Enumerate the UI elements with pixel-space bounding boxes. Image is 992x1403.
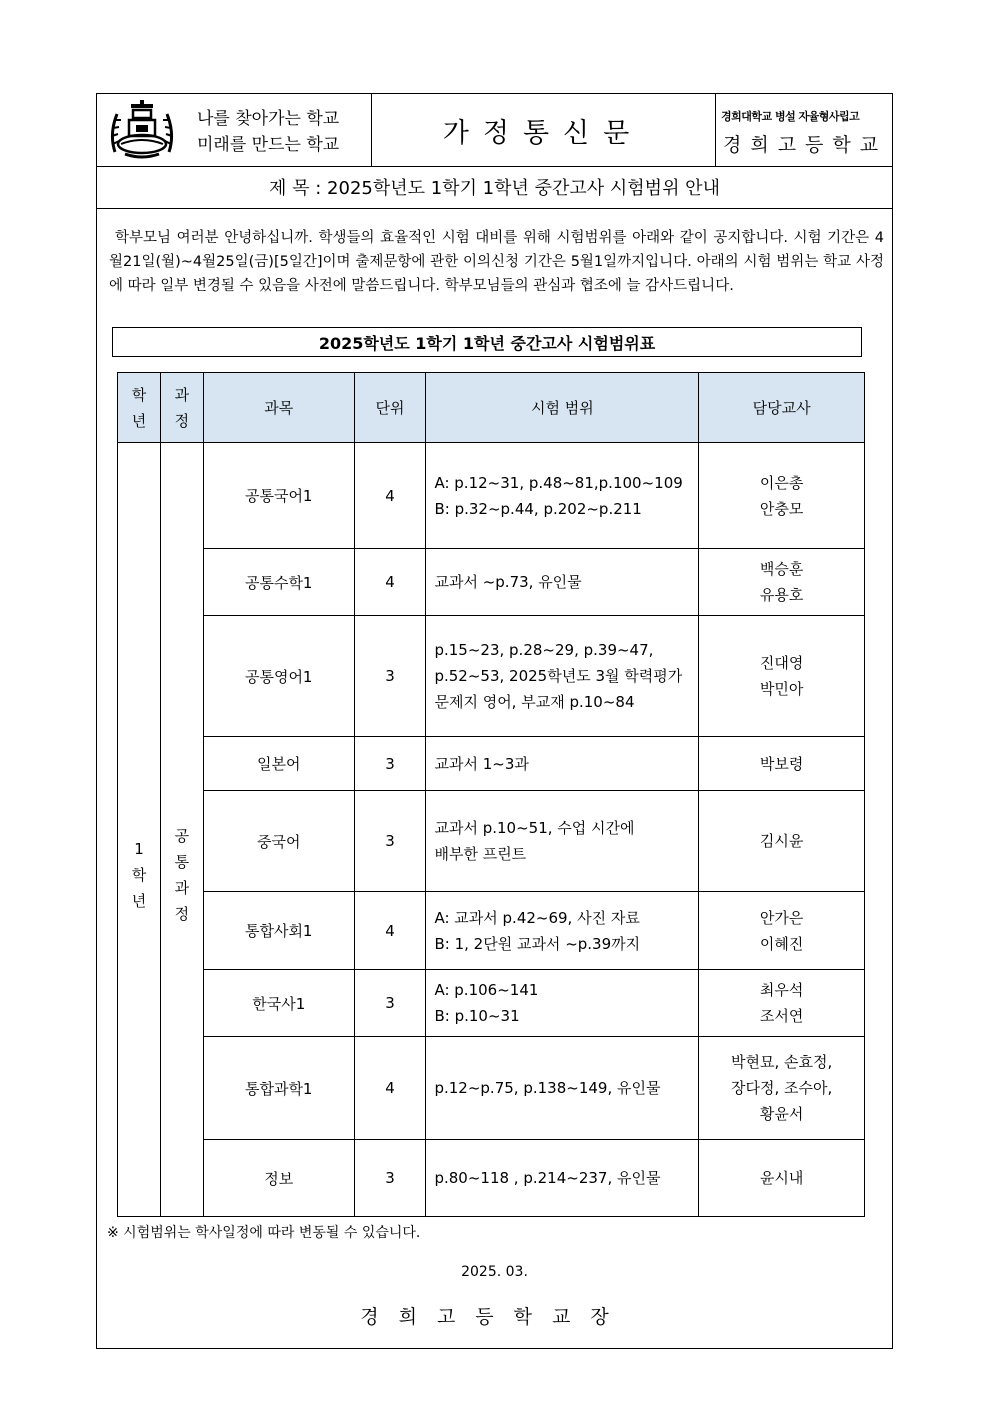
document-frame [96, 93, 893, 1349]
table-row [118, 737, 865, 791]
school-affiliation: 경희대학교 병설 자율형사립고 [721, 110, 860, 123]
range-line: p.80~118 , p.214~237, 유인물 [434, 1169, 661, 1187]
range-line: 교과서 p.10~51, 수업 시간에 [434, 819, 635, 837]
subject-cell: 공통영어1 [203, 616, 354, 737]
range-cell [426, 616, 699, 737]
range-cell [426, 443, 699, 549]
col-header-grade: 학년 [118, 373, 161, 443]
course-cell: 공통과정 [160, 443, 203, 1217]
range-line: B: p.32~p.44, p.202~p.211 [434, 499, 642, 518]
teacher-cell [699, 1140, 865, 1217]
table-title: 2025학년도 1학기 1학년 중간고사 시험범위표 [112, 327, 862, 357]
range-cell [426, 970, 699, 1037]
range-cell [426, 1140, 699, 1217]
col-header-range: 시험 범위 [426, 373, 699, 443]
teacher-cell [699, 737, 865, 791]
teacher-name: 안가은 [759, 908, 804, 927]
range-line: A: p.12~31, p.48~81,p.100~109 [434, 473, 683, 492]
col-header-course: 과정 [160, 373, 203, 443]
table-row [118, 1037, 865, 1140]
table-row [118, 549, 865, 616]
units-cell: 3 [354, 737, 426, 791]
teacher-cell [699, 443, 865, 549]
range-line: p.15~23, p.28~29, p.39~47, [434, 641, 654, 659]
table-row [118, 1140, 865, 1217]
subject-cell: 일본어 [203, 737, 354, 791]
units-cell: 4 [354, 1037, 426, 1140]
units-cell: 4 [354, 892, 426, 970]
table-row [118, 791, 865, 892]
range-line: p.12~p.75, p.138~149, 유인물 [434, 1079, 661, 1097]
exam-range-table [117, 372, 865, 1217]
range-cell [426, 892, 699, 970]
teacher-name: 장다정, 조수아, [730, 1079, 833, 1097]
header-motto-cell [97, 94, 372, 166]
col-header-teacher: 담당교사 [699, 373, 865, 443]
teacher-cell [699, 892, 865, 970]
col-header-subject: 과목 [203, 373, 354, 443]
school-emblem-icon [107, 100, 177, 160]
teacher-cell [699, 549, 865, 616]
teacher-name: 황윤서 [759, 1105, 804, 1123]
range-cell [426, 549, 699, 616]
teacher-cell [699, 616, 865, 737]
teacher-name: 이혜진 [759, 934, 804, 953]
principal-signature: 경희고등학교장 [360, 1306, 629, 1328]
teacher-name: 박보령 [759, 754, 804, 773]
subject-cell: 통합사회1 [203, 892, 354, 970]
range-line: 교과서 1~3과 [434, 754, 529, 773]
issue-date: 2025. 03. [461, 1264, 528, 1280]
table-row [118, 970, 865, 1037]
range-line: B: p.10~31 [434, 1007, 520, 1025]
notice-note: ※ 시험범위는 학사일정에 따라 변동될 수 있습니다. [107, 1225, 421, 1241]
teacher-name: 안충모 [759, 499, 804, 518]
units-cell: 3 [354, 616, 426, 737]
range-cell [426, 1037, 699, 1140]
table-header-row [118, 373, 865, 443]
teacher-name: 진대영 [759, 654, 804, 672]
header-school-cell [715, 94, 892, 166]
school-name: 경희고등학교 [723, 134, 888, 156]
subject-cell: 중국어 [203, 791, 354, 892]
teacher-name: 김시윤 [759, 832, 804, 850]
table-row [118, 443, 865, 549]
range-cell [426, 791, 699, 892]
subject-cell: 공통수학1 [203, 549, 354, 616]
range-line: 문제지 영어, 부교재 p.10~84 [434, 693, 635, 711]
range-line: A: 교과서 p.42~69, 사진 자료 [434, 908, 640, 927]
teacher-name: 최우석 [759, 981, 804, 999]
subject-line: 제 목 : 2025학년도 1학기 1학년 중간고사 시험범위 안내 [97, 166, 892, 209]
intro-paragraph: 학부모님 여러분 안녕하십니까. 학생들의 효율적인 시험 대비를 위해 시험범위를 아래와 같이 공지합니다. 시험 기간은 4월21일(월)~4월25일(금)[5일간]이며 출제문항에 관한 이의신청 기간은 5월1일까지입니다. 아래의 시험 범위는 학교 사정에 따라 일부 변경될 수 있음을 사전에 말씀드립니다. 학부모님들의 관심과 협조에 늘 감사드립니다. [109, 230, 884, 294]
units-cell: 3 [354, 970, 426, 1037]
teacher-name: 조서연 [759, 1007, 804, 1025]
letter-title: 가정통신문 [371, 94, 716, 166]
range-line: 교과서 ~p.73, 유인물 [434, 573, 582, 591]
subject-cell: 정보 [203, 1140, 354, 1217]
letter-header [97, 94, 892, 167]
grade-cell: 1학년 [118, 443, 161, 1217]
teacher-name: 유용호 [759, 586, 804, 604]
teacher-name: 박현묘, 손효정, [730, 1053, 833, 1071]
subject-cell: 공통국어1 [203, 443, 354, 549]
range-line: 배부한 프린트 [434, 845, 527, 863]
col-header-units: 단위 [354, 373, 426, 443]
range-line: p.52~53, 2025학년도 3월 학력평가 [434, 667, 683, 685]
teacher-cell [699, 1037, 865, 1140]
range-line: A: p.106~141 [434, 981, 539, 999]
range-cell [426, 737, 699, 791]
teacher-name: 박민아 [759, 680, 804, 698]
teacher-cell [699, 970, 865, 1037]
units-cell: 4 [354, 443, 426, 549]
subject-cell: 통합과학1 [203, 1037, 354, 1140]
subject-cell: 한국사1 [203, 970, 354, 1037]
table-row [118, 892, 865, 970]
table-row [118, 616, 865, 737]
units-cell: 3 [354, 1140, 426, 1217]
motto-line-2: 미래를 만드는 학교 [197, 135, 340, 155]
teacher-cell [699, 791, 865, 892]
units-cell: 3 [354, 791, 426, 892]
motto-line-1: 나를 찾아가는 학교 [197, 109, 340, 129]
teacher-name: 윤시내 [759, 1169, 804, 1187]
units-cell: 4 [354, 549, 426, 616]
teacher-name: 백승훈 [759, 560, 804, 578]
range-line: B: 1, 2단원 교과서 ~p.39까지 [434, 934, 641, 953]
teacher-name: 이은총 [759, 473, 804, 492]
